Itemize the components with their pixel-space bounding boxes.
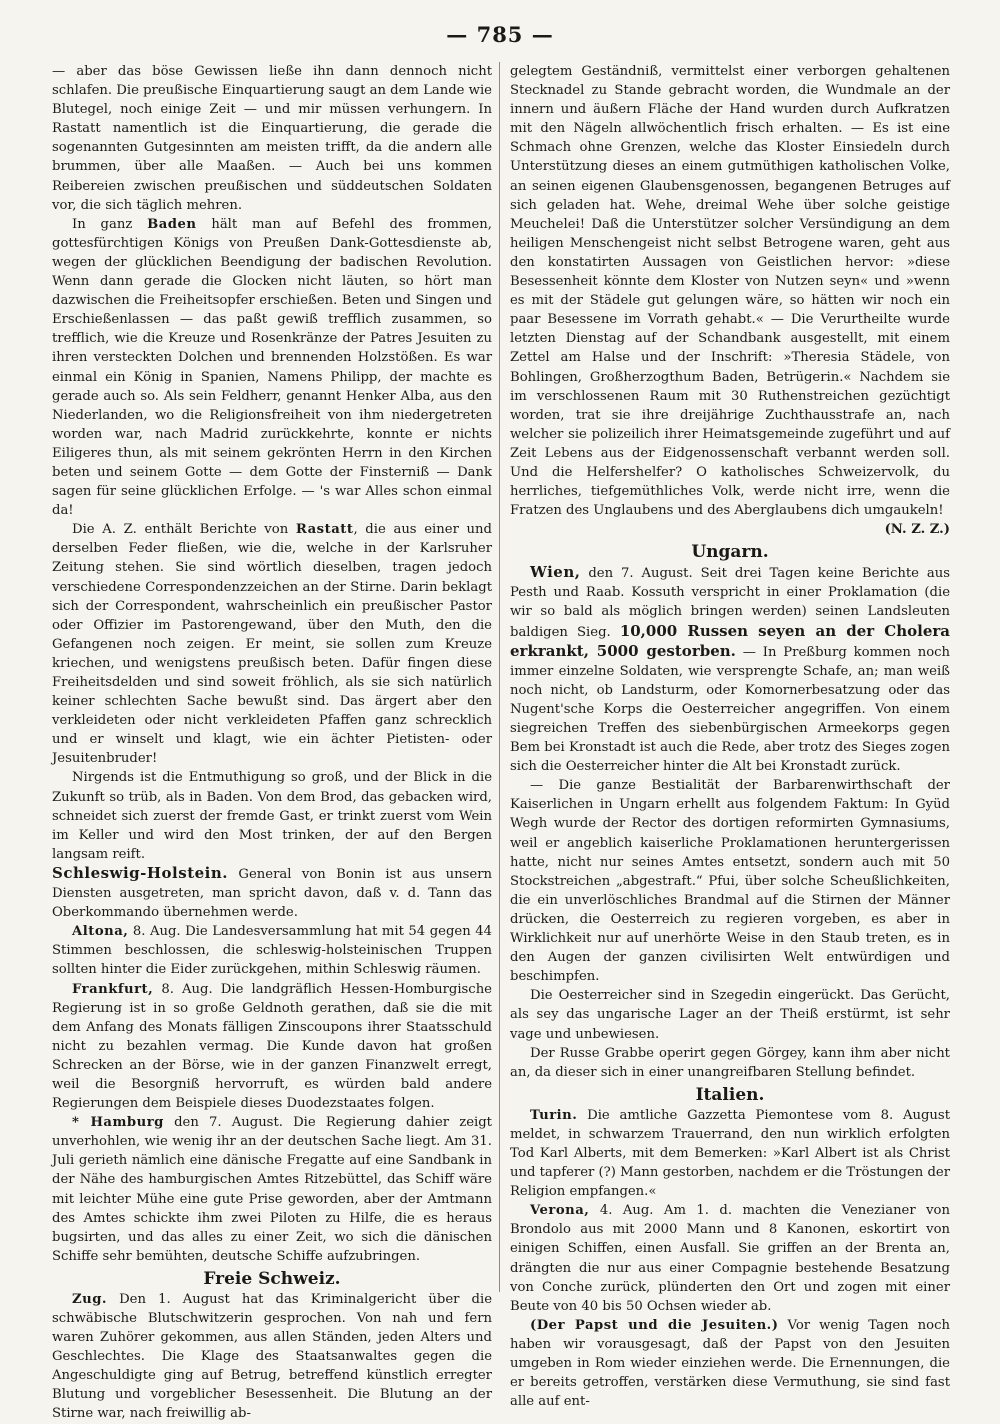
right-column (510, 62, 951, 1410)
emphasized-text: 10,000 Russen seyen an der Cholera erkrankt, 5000 gestorben. (510, 621, 950, 660)
article-paragraph: — aber das böse Gewissen ließe ihn dann dennoch nicht schlafen. Die preußische Einquartierung saugt an dem Lande wie Blutegel, noch einige Zeit — und mir müssen verhungern. In Rastatt namentlich ist die Einquartierung, die gerade die sogenannten Gutgesinnten am meisten trifft, da die andern alle brummen, über alle Maaßen. — Auch bei uns kommen Reibereien zwischen preußischen und süddeutschen Soldaten vor, die sich täglich mehren. (52, 64, 492, 213)
article-paragraph: In ganz Baden hält man auf Befehl des frommen, gottesfürchtigen Königs von Preußen Dank-Gottesdienste ab, wegen der glücklichen Beendigung der badischen Revolution. Wenn dann gerade die Glocken nicht läuten, so hört man dazwischen die Freiheitsopfer erschießen. Beten und Singen und Erschießenlassen — das paßt gewiß trefflich zusammen, so trefflich, wie die Kreuze und Rosenkränze der Patres Jesuiten zu ihren versteckten Dolchen und brennenden Holzstößen. Es war einmal ein König in Spanien, Namens Philipp, der machte es gerade auch so. Als sein Feldherr, genannt Henker Alba, aus den Niederlanden, wo die Religionsfreiheit von ihm niedergetreten worden war, nach Madrid zurückkehrte, konnte er nichts Eiligeres thun, als mit seinem gekrönten Herrn in den Kirchen beten und seinem Gotte — dem Gotte der Finsterniß — Dank sagen für seine glücklichen Erfolge. — 's war Alles schon einmal da! (52, 216, 492, 519)
dateline-papst-jesuiten: (Der Papst und die Jesuiten.) (530, 1317, 779, 1333)
section-heading-italien: Italien. (695, 1084, 765, 1105)
dateline-wien: Wien, (530, 563, 581, 582)
article-paragraph: Schleswig-Holstein. General von Bonin ist aus unsern Diensten ausgetreten, man spricht davon, daß v. d. Tann das Oberkommando übernehmen werde. (52, 863, 492, 921)
article-paragraph: Die A. Z. enthält Berichte von Rastatt, die aus einer und derselben Feder fließen, wie die, welche in der Karlsruher Zeitung stehen. Sie sind wörtlich dieselben, tragen jedoch verschiedene Correspondenzzeichen an der Stirne. Darin beklagt sich der Correspondent, wahrscheinlich ein preußischer Pastor oder Offizier im Pastorengewand, über den Muth, den die Gefangenen noch zeigen. Er meint, sie sollen zum Kreuze kriechen, und wenigstens preußisch beten. Dafür fingen diese Freiheitsdelden und sind soweit fröhlich, als sie sich natürlich keiner schlechten Sache bewußt sind. Das ärgert aber den verkleideten oder nicht verkleideten Pfaffen ganz schrecklich und er winselt und klagt, wie ein ächter Pietisten- oder Jesuitenbruder! (52, 522, 492, 767)
dateline-schleswig-holstein: Schleswig-Holstein. (52, 863, 229, 882)
section-heading-freie-schweiz: Freie Schweiz. (203, 1268, 341, 1289)
dateline-rastatt: Rastatt (295, 522, 354, 538)
article-paragraph: (Der Papst und die Jesuiten.) Vor wenig Tagen noch haben wir vorausgesagt, daß der Papst von den Jesuiten umgeben in Rom wieder einziehen werde. Die Ernennungen, die er bereits getroffen, verstärken diese Vermuthung, sie sind fast alle auf ent- (510, 1317, 950, 1410)
dateline-frankfurt: Frankfurt, (72, 981, 154, 997)
source-signature: (N. Z. Z.) (884, 522, 950, 538)
article-paragraph: * Hamburg den 7. August. Die Regierung dahier zeigt unverhohlen, wie wenig ihr an der deutschen Sache liegt. Am 31. Juli gerieth nämlich eine dänische Fregatte auf eine Sandbank in der Nähe des hamburgischen Amtes Ritzebüttel, das Schiff wäre mit leichter Mühe eine gute Prise geworden, aber der Amtmann des Amtes schickte ihm zwei Piloten zu Hilfe, die es heraus bugsirten, und das alles zu einer Zeit, wo sich die dänischen Schiffe sehr bemühten, deutsche Schiffe aufzubringen. (52, 1115, 492, 1264)
article-paragraph: Frankfurt, 8. Aug. Die landgräflich Hessen-Homburgische Regierung ist in so große Geldnoth gerathen, daß sie die mit dem Anfang des Monats fälligen Zinscoupons ihrer Staatsschuld nicht zu bezahlen vermag. Die Kunde davon hat großen Schrecken an der Börse, wie in der ganzen Finanzwelt erregt, weil die Besorgniß hervorruft, es würden bald andere Regierungen dem Beispiele dieses Duodezstaates folgen. (52, 981, 492, 1112)
dateline-altona: Altona, (72, 924, 129, 940)
article-paragraph: Die Oesterreicher sind in Szegedin eingerückt. Das Gerücht, als sey das ungarische Lager an der Theiß erstürmt, ist sehr vage und unbewiesen. (510, 988, 950, 1042)
article-paragraph: Turin. Die amtliche Gazzetta Piemontese vom 8. August meldet, in schwarzem Trauerrand, den nun wirklich erfolgten Tod Karl Alberts, mit dem Bemerken: »Karl Albert ist als Christ und tapferer (?) Mann gestorben, nachdem er die Tröstungen der Religion empfangen.« (510, 1107, 950, 1200)
article-paragraph: Wien, den 7. August. Seit drei Tagen keine Berichte aus Pesth und Raab. Kossuth verspricht in einer Proklamation (die wir so bald als möglich bringen werden) seinen Landsleuten baldigen Sieg. 10,000 Russen seyen an der Cholera erkrankt, 5000 gestorben. — In Preßburg kommen noch immer einzelne Soldaten, wie versprengte Schafe, an; man weiß noch nicht, ob Landsturm, oder Komornerbesatzung oder das Nugent'sche Korps die Oesterreicher angegriffen. Von einem siegreichen Treffen des siebenbürgischen Armeekorps gegen Bem bei Kronstadt ist auch die Rede, aber trotz des Sieges zogen sich die Oesterreicher hinter die Alt bei Kronstadt zurück. (510, 563, 951, 775)
article-paragraph: Altona, 8. Aug. Die Landesversammlung hat mit 54 gegen 44 Stimmen beschlossen, die schleswig-holsteinischen Truppen sollten hinter die Eider zurückgehen, mithin Schleswig räumen. (52, 924, 492, 978)
page-number: — 785 — (446, 22, 554, 47)
article-paragraph: Der Russe Grabbe operirt gegen Görgey, kann ihm aber nicht an, da dieser sich in einer unangreifbaren Stellung befindet. (510, 1045, 950, 1080)
dateline-verona: Verona, (530, 1203, 590, 1219)
article-paragraph: — Die ganze Bestialität der Barbarenwirthschaft der Kaiserlichen in Ungarn erhellt aus folgendem Faktum: In Gyüd Wegh wurde der Rector des dortigen reformirten Gymnasiums, weil er angeblich kaiserliche Proklamationen heruntergerissen hatte, nicht nur seines Amtes entsetzt, sondern auch mit 50 Stockstreichen „abgestraft.“ Pfui, über solche Scheußlichkeiten, die ein unverlöschliches Brandmal auf die Stirnen der Männer drücken, die Oesterreich zu regieren vorgeben, es aber in Wirklichkeit nur auf unerhörte Weise in den Staub treten, es in den Augen der ganzen civilisirten Welt entwürdigen und beschimpfen. (510, 778, 950, 985)
article-paragraph: Verona, 4. Aug. Am 1. d. machten die Venezianer von Brondolo aus mit 2000 Mann und 8 Kanonen, eskortirt von einigen Schiffen, einen Ausfall. Sie griffen an der Brenta an, drängten die nur aus einer Compagnie bestehende Besatzung von Conche zurück, plünderten den Ort und zogen mit einer Beute von 40 bis 50 Ochsen wieder ab. (510, 1203, 950, 1314)
article-paragraph: Zug. Den 1. August hat das Kriminalgericht über die schwäbische Blutschwitzerin gesprochen. Von nah und fern waren Zuhörer gekommen, aus allen Ständen, jeden Alters und Geschlechtes. Die Klage des Staatsanwaltes gegen die Angeschuldigte ging auf Betrug, betreffend künstlich erregter Blutung und vorgeblicher Besessenheit. Die Blutung an der Stirne war, nach freiwillig ab- (52, 1291, 492, 1422)
dateline-turin: Turin. (530, 1107, 578, 1123)
left-column (52, 62, 492, 1422)
article-paragraph: Nirgends ist die Entmuthigung so groß, und der Blick in die Zukunft so trüb, als in Baden. Von dem Brod, das gebacken wird, schneidet sich zuerst der fremde Gast, er trinkt zuerst vom Wein im Keller und wird den Most trinken, der auf den Bergen langsam reift. (52, 770, 492, 862)
dateline-zug: Zug. (72, 1291, 108, 1307)
dateline-baden: Baden (147, 216, 197, 232)
column-divider (499, 62, 500, 1292)
section-heading-ungarn: Ungarn. (691, 542, 769, 563)
dateline-hamburg: * Hamburg (72, 1115, 164, 1131)
article-paragraph: gelegtem Geständniß, vermittelst einer verborgen gehaltenen Stecknadel zu Stande gebracht worden, die Wundmale an der innern und äußern Fläche der Hand wurden durch Aufkratzen mit den Nägeln allwöchentlich frisch erhalten. — Es ist eine Schmach ohne Grenzen, welche das Kloster Einsiedeln durch Unterstützung dieses an einem gutmüthigen katholischen Volke, an seinen eigenen Glaubensgenossen, begangenen Betruges auf sich geladen hat. Wehe, dreimal Wehe über solche geistige Meuchelei! Daß die Unterstützer solcher Versündigung an dem heiligen Menschengeist nicht selbst Betrogene waren, geht aus den konstatirten Aussagen von Geistlichen hervor: »diese Besessenheit könnte dem Kloster von Nutzen seyn« und »wenn es mit der Städele gut gelungen wäre, so hätten wir noch ein paar Besessene im Vorrath gehabt.« — Die Verurtheilte wurde letzten Dienstag auf der Schandbank ausgestellt, mit einem Zettel am Halse und der Inschrift: »Theresia Städele, von Bohlingen, Großherzogthum Baden, Betrügerin.« Nachdem sie im verschlossenen Raum mit 30 Ruthenstreichen gezüchtigt worden, trat sie ihre dreijährige Zuchthausstrafe an, nach welcher sie polizeilich ihrer Heimatsgemeinde zugeführt und auf Zeit Lebens aus der Eidgenossenschaft verbannt werden soll. Und die Helfershelfer? O katholisches Schweizervolk, du herrliches, tiefgemüthliches Volk, werde nicht irre, wenn die Fratzen des Unglaubens und des Aberglaubens dich umgaukeln! (510, 64, 950, 519)
source-line (510, 520, 950, 539)
